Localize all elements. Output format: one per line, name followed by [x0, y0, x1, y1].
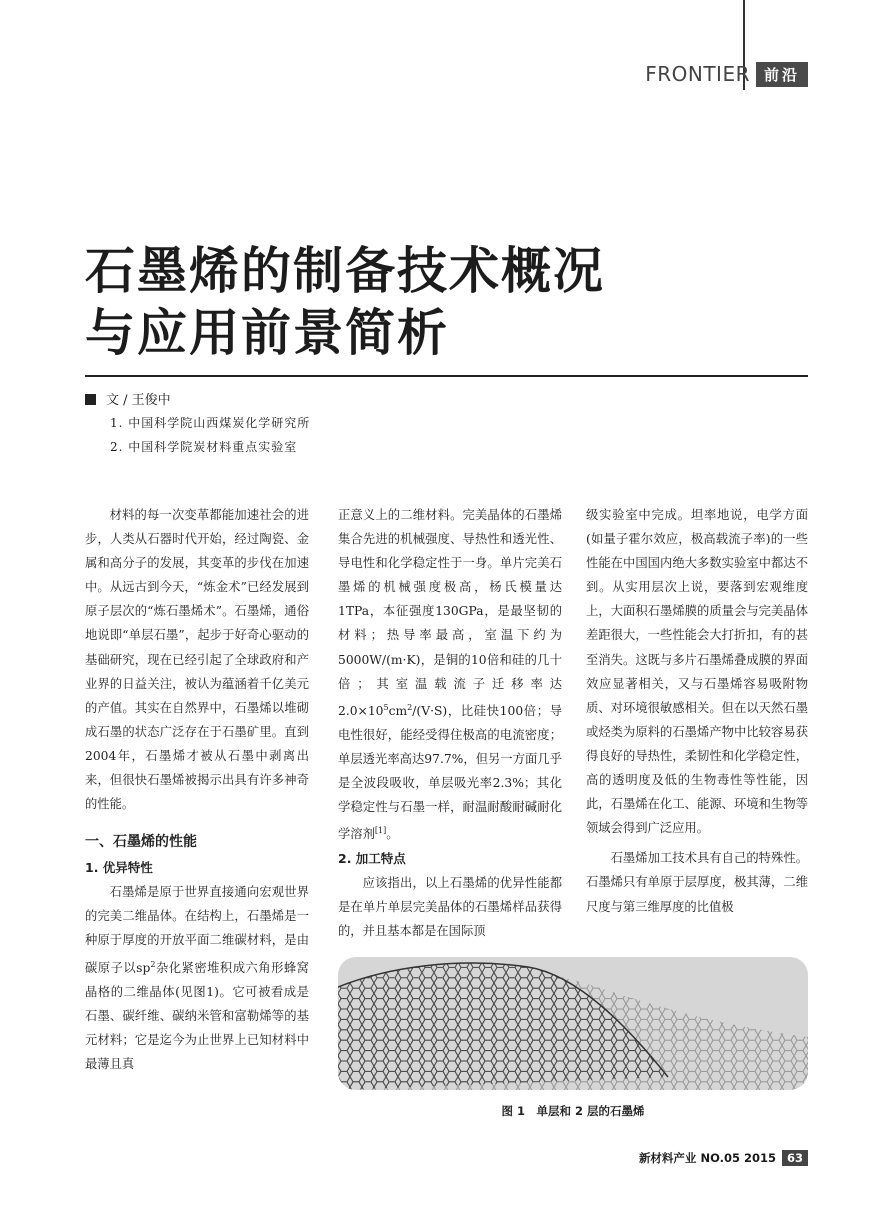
author-name: 文 / 王俊中 [106, 393, 171, 408]
subheading-processing: 2. 加工特点 [338, 850, 406, 866]
paragraph-structure: 石墨烯是原于世界直接通向宏观世界的完美二维晶体。在结构上，石墨烯是一种原于厚度的开放平面二维碳材料，是由碳原子以$sp^2$杂化紧密堆积成六角形蜂窝晶格的二维晶体(见图1)。它可被看成是石墨、碳纤维、碳纳米管和富勒烯等的基元材料；它是迄今为止世界上已知材料中最薄且真 [85, 885, 309, 1071]
paragraph-processing-tech: 石墨烯加工技术具有自己的特殊性。石墨烯只有单原于层厚度，极其薄，二维尺度与第三维厚度的比值极 [586, 851, 808, 914]
paragraph-processing: 应该指出，以上石墨烯的优异性能都是在单片单层完美晶体的石墨烯样品获得的，并且基本都是在国际顶 [338, 875, 562, 938]
title-line-1: 石墨烯的制备技术概况 [85, 242, 605, 300]
superscript: 2 [407, 702, 413, 712]
section-label-cn: 前沿 [756, 62, 808, 87]
page-footer [639, 1150, 808, 1166]
affiliation-2: 2. 中国科学院炭材料重点实验室 [110, 440, 298, 454]
section-label-en: FRONTIER [645, 62, 750, 86]
affiliation-1: 1. 中国科学院山西煤炭化学研究所 [110, 416, 311, 430]
reference-marker: [1] [374, 826, 387, 836]
superscript: 2 [150, 959, 156, 969]
title-rule [85, 375, 808, 377]
figure-caption: 图 1 单层和 2 层的石墨烯 [501, 1104, 645, 1118]
paragraph-lab-results: 级实验室中完成。坦率地说，电学方面(如量子霍尔效应，极高载流子率)的一些性能在中国国内绝大多数实验室中都达不到。从实用层次上说，要落到宏观维度上，大面积石墨烯膜的质量会与完美晶体差距很大，一些性能会大打折扣，有的甚至消失。这既与多片石墨烯叠成膜的界面效应显著相关，又与石墨烯容易吸附物质、对环境很敏感相关。但在以天然石墨或烃类为原料的石墨烯产物中比较容易获得良好的导热性，柔韧性和化学稳定性，高的透明度及低的生物毒性等性能，因此，石墨烯在化工、能源、环境和生物等领域会得到广泛应用。 [586, 508, 808, 836]
graphene-lattice-illustration [338, 957, 808, 1090]
author-byline [85, 390, 171, 412]
paragraph-properties: 正意义上的二维材料。完美晶体的石墨烯集合先进的机械强度、导热性和透光性、导电性和化学稳定性于一身。单片完美石墨烯的机械强度极高，杨氏模量达1TPa，本征强度130GPa，是最坚韧的材料；热导率最高，室温下约为5000W/(m·K)，是铜的10倍和硅的几十倍；其室温载流子迁移率达$2.0\times 10^5cm^2/(V\cdot S)$，比硅快100倍；导电性很好，能经受得住极高的电流密度；单层透光率高达97.7%，但另一方面几乎是全波段吸收，单层吸光率2.3%；其化学稳定性与石墨一样，耐温耐酸耐碱耐化学溶剂[1]。 [338, 508, 562, 842]
superscript: 5 [383, 702, 389, 712]
issue-number: NO.05 2015 [700, 1151, 776, 1165]
page-number: 63 [782, 1150, 808, 1166]
figure-graphene-layers [338, 957, 808, 1090]
article-title [85, 240, 825, 364]
text-column-1 [85, 503, 309, 1076]
text-column-2 [338, 503, 562, 943]
journal-name: 新材料产业 [638, 1151, 697, 1165]
section-header [645, 62, 808, 86]
subheading-excellent-features: 1. 优异特性 [85, 860, 153, 876]
square-bullet-icon [85, 394, 96, 405]
section-heading-properties: 一、石墨烯的性能 [85, 834, 197, 851]
title-line-2: 与应用前景简析 [85, 304, 449, 362]
text-column-3 [586, 503, 808, 919]
paragraph-intro: 材料的每一次变革都能加速社会的进步，人类从石器时代开始，经过陶瓷、金属和高分子的发展，其变革的步伐在加速中。从远古到今天，“炼金术”已经发展到原子层次的“炼石墨烯术”。石墨烯，通俗地说即“单层石墨”，起步于好奇心驱动的基础研究，现在已经引起了全球政府和产业界的日益关注，被认为蕴涵着千亿美元的产值。其实在自然界中，石墨烯以堆砌成石墨的状态广泛存在于石墨矿里。直到2004年，石墨烯才被从石墨中剥离出来，但很快石墨烯被揭示出具有许多神奇的性能。 [85, 508, 309, 812]
